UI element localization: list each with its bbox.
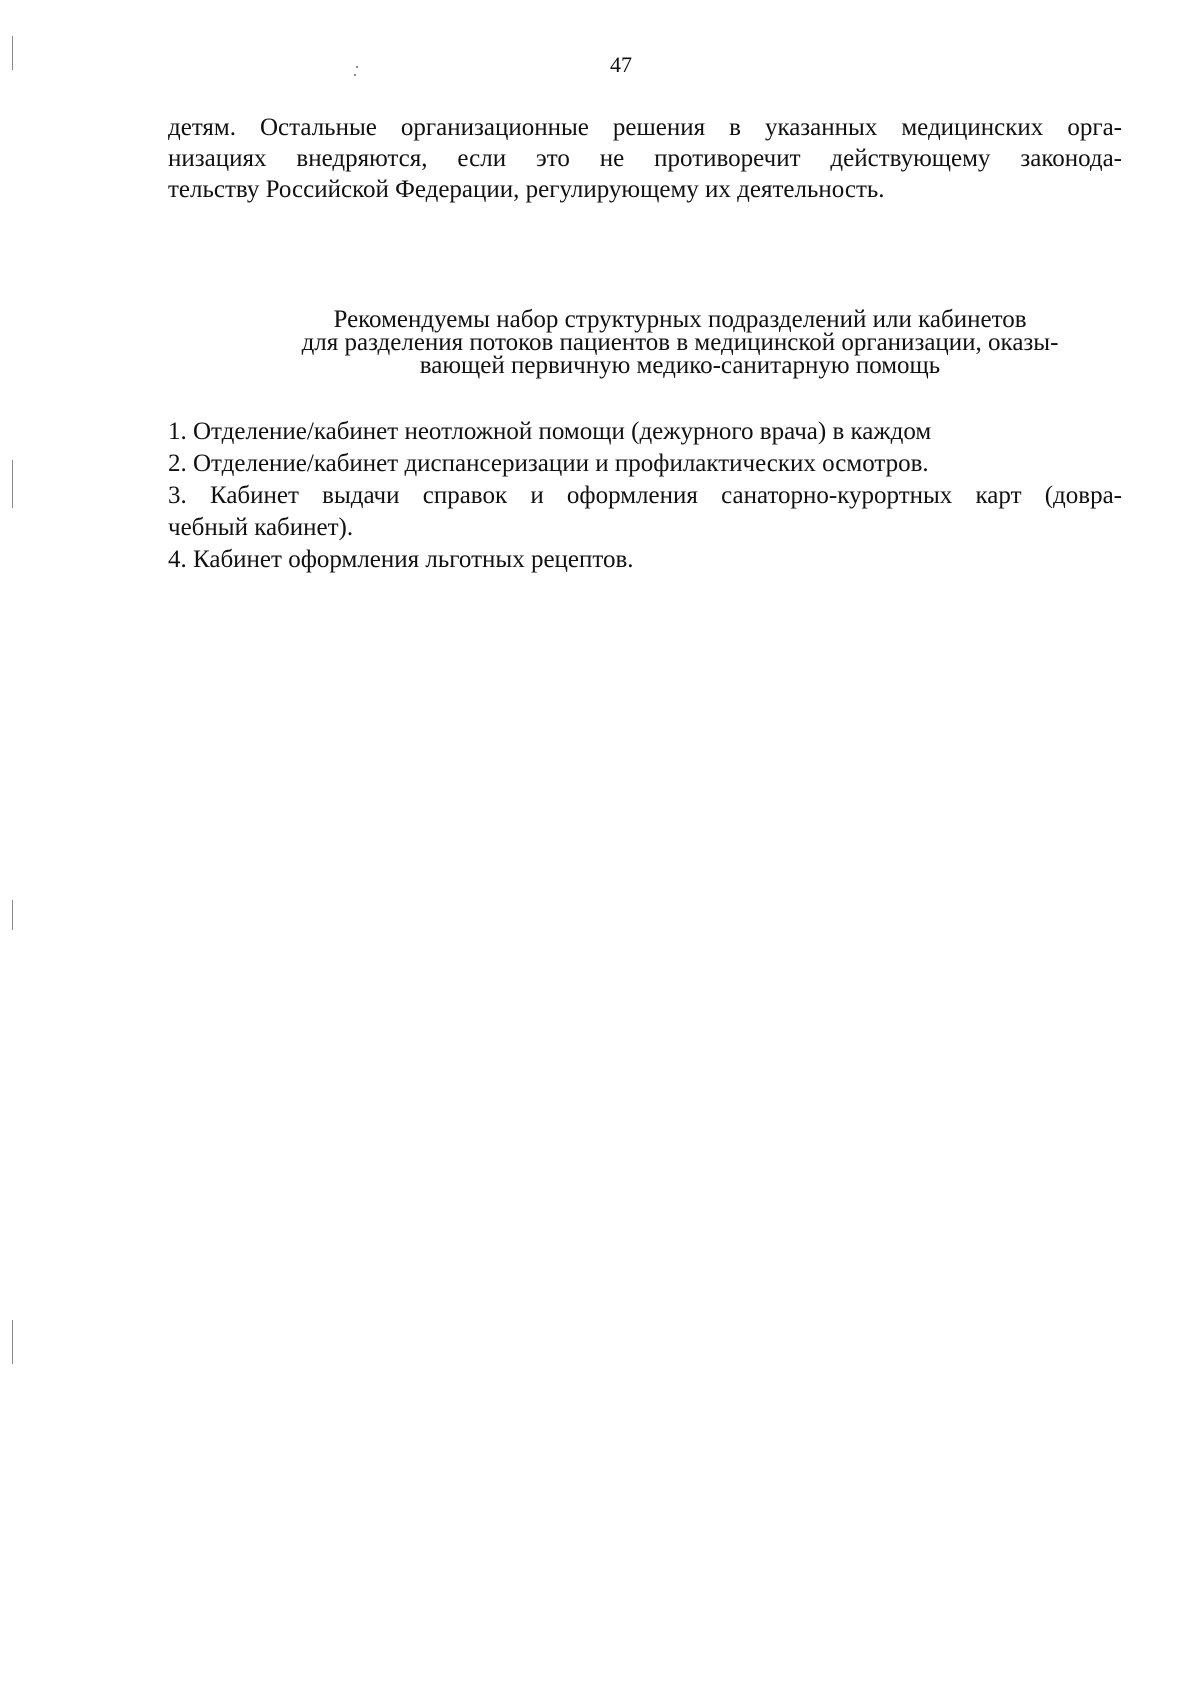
paragraph-line: тельству Российской Федерации, регулирующему их деятельность. (168, 176, 885, 203)
scan-artifact (12, 36, 13, 70)
page-number: 47 (610, 52, 632, 77)
list-item (168, 480, 1122, 544)
list-item (168, 544, 1122, 576)
paragraph-line: низациях внедряются, если это не противоречит действующему законода- (168, 145, 1122, 172)
scan-artifact (12, 460, 13, 508)
list-item (168, 448, 1122, 480)
paragraph-line: детям. Остальные организационные решения в указанных медицинских орга- (168, 114, 1122, 141)
scan-artifact (356, 66, 358, 68)
scan-artifact (12, 1320, 13, 1364)
list-item-text: 2. Отделение/кабинет диспансеризации и профилактических осмотров. (168, 450, 929, 477)
list-item-text: 1. Отделение/кабинет неотложной помощи (дежурного врача) в каждом (168, 418, 932, 445)
list-item-text: 4. Кабинет оформления льготных рецептов. (168, 546, 634, 573)
scan-artifact (12, 900, 13, 930)
numbered-list (168, 416, 1122, 576)
section-heading (228, 308, 1132, 377)
heading-line: вающей первичную медико-санитарную помощь (419, 352, 941, 379)
list-item-text: 3. Кабинет выдачи справок и оформления санаторно-курортных карт (довра- (168, 482, 1122, 509)
heading-line: для разделения потоков пациентов в медицинской организации, оказы- (301, 329, 1059, 356)
list-item (168, 416, 1122, 448)
body-paragraph (168, 112, 1122, 205)
scan-artifact (354, 74, 356, 76)
list-item-text: чебный кабинет). (168, 514, 354, 541)
heading-line: Рекомендуемы набор структурных подразделений или кабинетов (333, 306, 1027, 333)
